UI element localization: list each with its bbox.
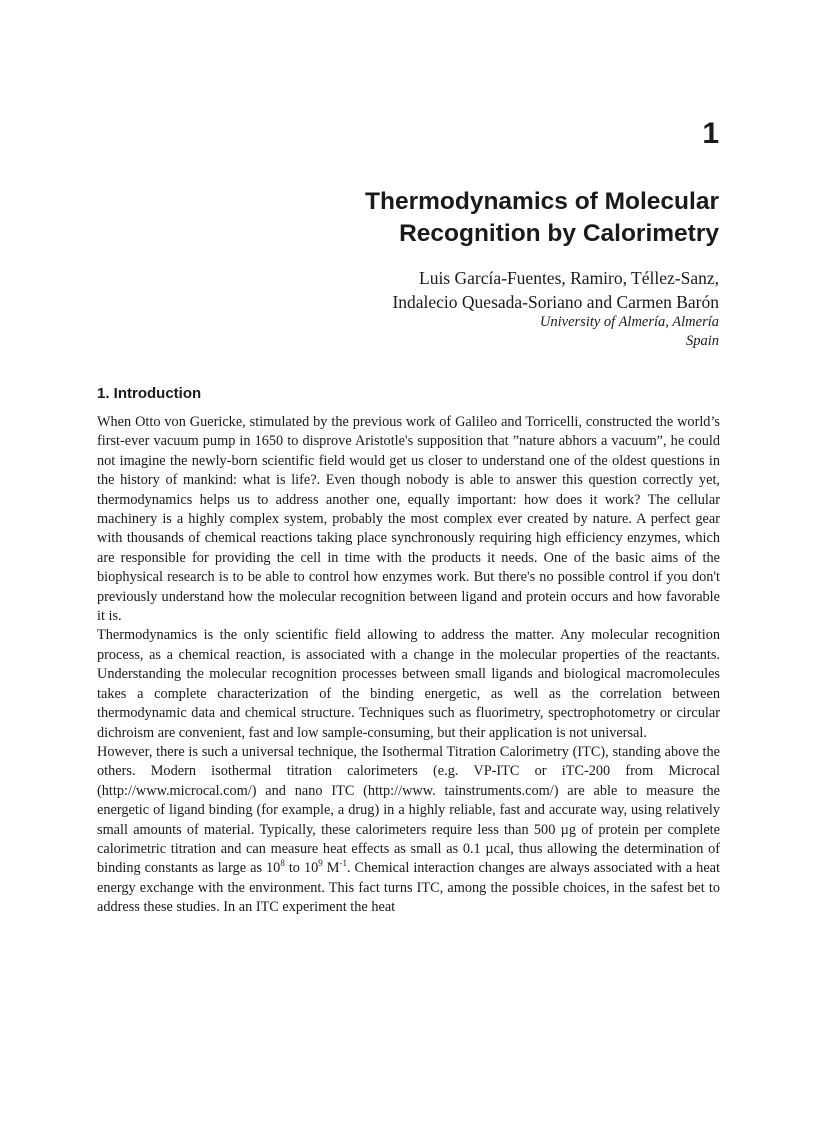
paragraph-3: [97, 743, 720, 918]
affiliation-line-2: Spain: [685, 333, 719, 349]
authors-line-1: Luis García-Fuentes, Ramiro, Téllez-Sanz,: [419, 268, 719, 288]
affiliation-line-1: University of Almería, Almería: [539, 314, 719, 330]
section-heading: 1. Introduction: [97, 385, 202, 402]
chapter-number: 1: [702, 117, 719, 150]
paragraph-3-part-d: . Chemical interaction changes are always associated with a heat energy exchange with the environment. This fact turns ITC, among the possible choices, in the safest bet to address these studies. In an ITC experiment the heat: [97, 860, 720, 916]
authors-line-2: Indalecio Quesada-Soriano and Carmen Barón: [392, 292, 719, 312]
author-list: [239, 266, 719, 314]
exponent-9: 9: [318, 858, 323, 869]
exponent-8: 8: [280, 858, 285, 869]
paragraph-3-part-a: However, there is such a universal technique, the Isothermal Titration Calorimetry (ITC), standing above the others. Modern isothermal titration calorimeters (e.g. VP-ITC or iTC-200 from Microcal (http://www.microcal.com/) and nano ITC (http://www. tainstruments.com/) are able to measure the energetic of ligand binding (for example, a drug) in a highly reliable, fast and accurate way, using relatively small amounts of material. Typically, these calorimeters require less than 500 µg of protein per complete calorimetric titration and can measure heat effects as small as 0.1 µcal, thus allowing the determination of binding constants as large as 10: [97, 743, 720, 877]
paragraph-2: Thermodynamics is the only scientific field allowing to address the matter. Any molecular recognition process, as a chemical reaction, is associated with a change in the molecular properties of the reactants. Understanding the molecular recognition processes between small ligands and biological macromolecules takes a complete characterization of the binding energetic, as well as the correlation between thermodynamic data and chemical structure. Techniques such as fluorimetry, spectrophotometry or circular dichroism are convenient, fast and low sample-consuming, but their application is not universal.: [97, 627, 720, 741]
chapter-title: [259, 186, 719, 250]
paragraph-3-part-c: M: [322, 860, 340, 877]
chapter-title-line-2: Recognition by Calorimetry: [399, 220, 719, 247]
paragraph-3-part-b: to 10: [284, 860, 319, 877]
paragraph-1: When Otto von Guericke, stimulated by the previous work of Galileo and Torricelli, constructed the world’s first-ever vacuum pump in 1650 to disprove Aristotle's supposition that ”nature abhors a vacuum”, he could not imagine the newly-born scientific field would get us closer to understand one of the oldest questions in the history of mankind: what is life?. Even though nobody is able to answer this question correctly yet, thermodynamics helps us to address another one, equally important: how does it work? The cellular machinery is a highly complex system, probably the most complex ever created by nature. A perfect gear with thousands of chemical reactions taking place synchronously requiring high efficiency enzymes, which are responsible for providing the cell in time with the products it needs. One of the basic aims of the biophysical research is to be able to control how enzymes work. But there's no possible control if you don't previously understand how the molecular recognition between ligand and protein occurs and how favorable it is.: [97, 414, 720, 625]
exponent-minus-1: -1: [339, 858, 347, 869]
body-text: [97, 413, 720, 918]
affiliation: [319, 313, 719, 351]
chapter-title-line-1: Thermodynamics of Molecular: [365, 188, 719, 215]
